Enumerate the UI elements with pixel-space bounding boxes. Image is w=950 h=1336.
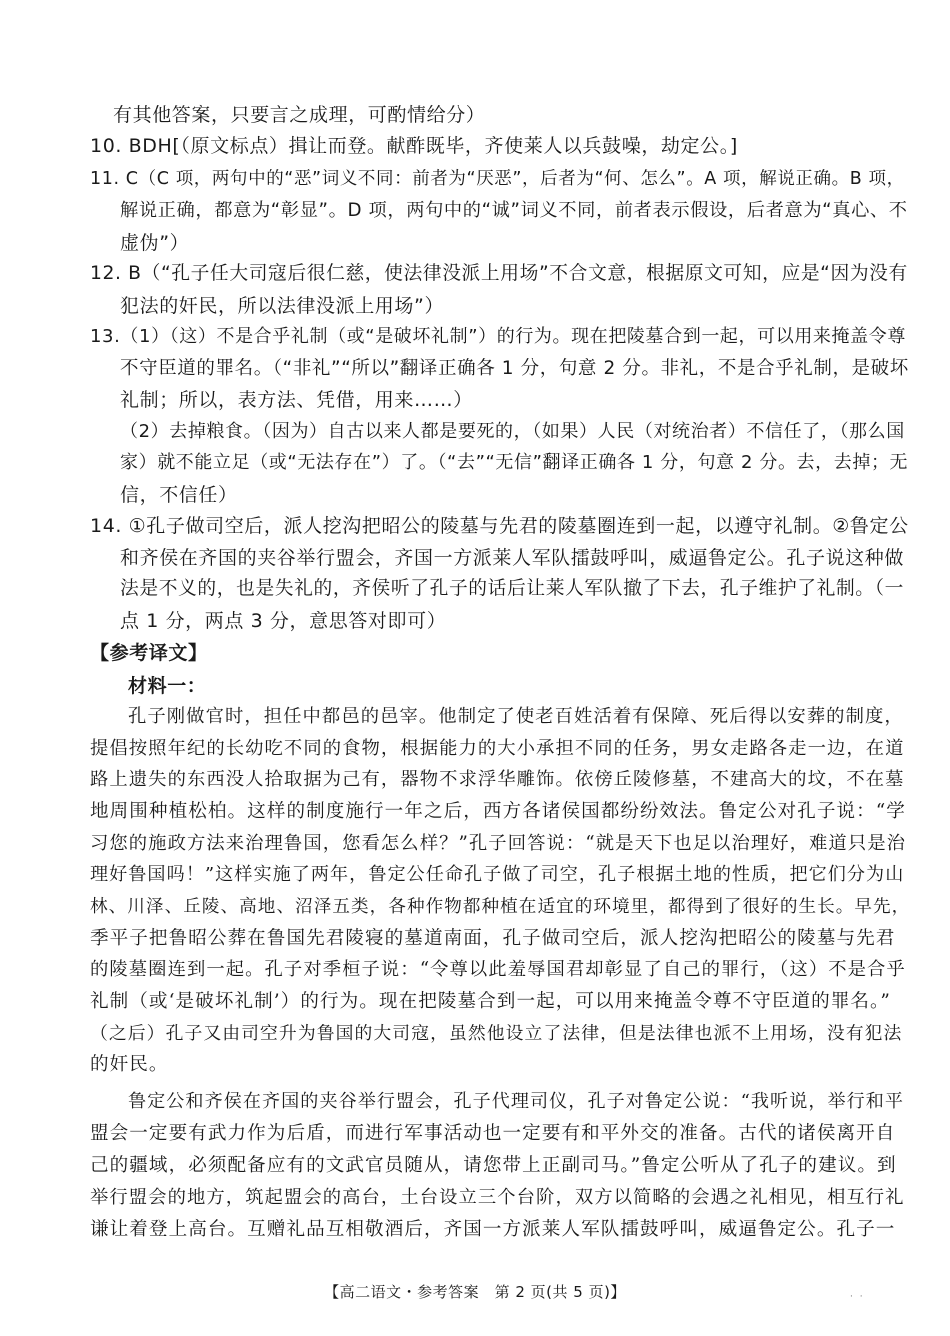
translation-line: 鲁定公和齐侯在齐国的夹谷举行盟会，孔子代理司仪，孔子对鲁定公说：“我听说，举行和平 bbox=[128, 1091, 905, 1112]
answer-line: 点 1 分，两点 3 分，意思答对即可） bbox=[120, 610, 447, 632]
translation-line: 路上遗失的东西没人拾取据为己有，器物不求浮华雕饰。依傍丘陵修墓，不建高大的坟，不在墓 bbox=[90, 769, 905, 790]
translation-line: 的奸民。 bbox=[90, 1054, 169, 1075]
answer-line: 不守臣道的罪名。（“非礼”“所以”翻译正确各 1 分，句意 2 分。非礼，不是合乎礼制，是破坏 bbox=[120, 358, 909, 379]
answer-14: 14. ①孔子做司空后，派人挖沟把昭公的陵墓与先君的陵墓圈连到一起，以遵守礼制。②鲁定公 bbox=[90, 515, 909, 537]
translation-line: 林、川泽、丘陵、高地、沼泽五类，各种作物都种植在适宜的环境里，都得到了很好的生长。早先， bbox=[90, 897, 911, 917]
answer-line: 家）就不能立足（或“无法存在”）了。（“去”“无信”翻译正确各 1 分，句意 2 分。去，去掉；无 bbox=[120, 452, 909, 473]
footer-mark: · · bbox=[850, 1292, 865, 1302]
translation-line: 举行盟会的地方，筑起盟会的高台，土台设立三个台阶，双方以简略的会遇之礼相见，相互行礼 bbox=[90, 1187, 905, 1208]
answer-line: 法是不义的，也是失礼的，齐侯听了孔子的话后让莱人军队撤了下去，孔子维护了礼制。（一 bbox=[120, 578, 904, 599]
translation-line: 己的疆域，必须配备应有的文武官员随从，请您带上正副司马。”鲁定公听从了孔子的建议。到 bbox=[90, 1155, 897, 1176]
answer-12: 12. B（“孔子任大司寇后很仁慈，使法律没派上用场”不合文意，根据原文可知，应是“因为没有 bbox=[90, 263, 908, 284]
translation-line: 盟会一定要有武力作为后盾，而进行军事活动也一定要有和平外交的准备。古代的诸侯离开自 bbox=[90, 1123, 896, 1144]
answer-line: 礼制；所以，表方法、凭借，用来……） bbox=[120, 389, 473, 411]
answer-10: 10. BDH[（原文标点）揖让而登。献酢既毕，齐使莱人以兵鼓噪，劫定公。] bbox=[90, 135, 738, 157]
translation-line: 习您的施政方法来治理鲁国，您看怎么样？”孔子回答说：“就是天下也足以治理好，难道只是治 bbox=[90, 833, 906, 854]
answer-line: 有其他答案，只要言之成理，可酌情给分） bbox=[113, 104, 486, 126]
translation-line: 提倡按照年纪的长幼吃不同的食物，根据能力的大小承担不同的任务，男女走路各走一边，在道 bbox=[90, 738, 905, 759]
section-heading: 【参考译文】 bbox=[90, 642, 208, 664]
answer-11: 11. C（C 项，两句中的“恶”词义不同：前者为“厌恶”，后者为“何、怎么”。A 项，解说正确。B 项， bbox=[90, 169, 905, 189]
answer-13: 13.（1）（这）不是合乎礼制（或“是破坏礼制”）的行为。现在把陵墓合到一起，可以用来掩盖令尊 bbox=[90, 326, 906, 347]
material-title: 材料一： bbox=[128, 675, 207, 697]
answer-line: 犯法的奸民，所以法律没派上用场”） bbox=[120, 295, 445, 317]
translation-line: 季平子把鲁昭公葬在鲁国先君陵寝的墓道南面，孔子做司空后，派人挖沟把昭公的陵墓与先君 bbox=[90, 928, 896, 949]
page-footer: 【高二语文・参考答案 第 2 页(共 5 页)】 bbox=[324, 1283, 626, 1301]
answer-line: 解说正确，都意为“彰显”。D 项，两句中的“诚”词义不同，前者表示假设，后者意为“真心、不 bbox=[120, 200, 908, 221]
translation-line: 的陵墓圈连到一起。孔子对季桓子说：“令尊以此羞辱国君却彰显了自己的罪行，（这）不是合乎 bbox=[90, 959, 906, 980]
translation-line: 理好鲁国吗！”这样实施了两年，鲁定公任命孔子做了司空，孔子根据土地的性质，把它们分为山 bbox=[90, 864, 905, 885]
translation-line: （之后）孔子又由司空升为鲁国的大司寇，虽然他设立了法律，但是法律也派不上用场，没有犯法 bbox=[90, 1023, 903, 1044]
translation-line: 地周围种植松柏。这样的制度施行一年之后，西方各诸侯国都纷纷效法。鲁定公对孔子说：“学 bbox=[90, 801, 906, 822]
answer-line: （2）去掉粮食。（因为）自古以来人都是要死的，（如果）人民（对统治者）不信任了，（那么国 bbox=[120, 421, 905, 442]
translation-line: 礼制（或‘是破坏礼制’）的行为。现在把陵墓合到一起，可以用来掩盖令尊不守臣道的罪名。” bbox=[90, 991, 891, 1012]
translation-line: 谦让着登上高台。互赠礼品互相敬酒后，齐国一方派莱人军队擂鼓呼叫，威逼鲁定公。孔子一 bbox=[90, 1219, 896, 1240]
answer-line: 和齐侯在齐国的夹谷举行盟会，齐国一方派莱人军队擂鼓呼叫，威逼鲁定公。孔子说这种做 bbox=[120, 547, 905, 569]
answer-line: 虚伪”） bbox=[120, 232, 190, 254]
answer-line: 信，不信任） bbox=[120, 484, 238, 506]
translation-line: 孔子刚做官时，担任中都邑的邑宰。他制定了使老百姓活着有保障、死后得以安葬的制度， bbox=[128, 706, 904, 727]
